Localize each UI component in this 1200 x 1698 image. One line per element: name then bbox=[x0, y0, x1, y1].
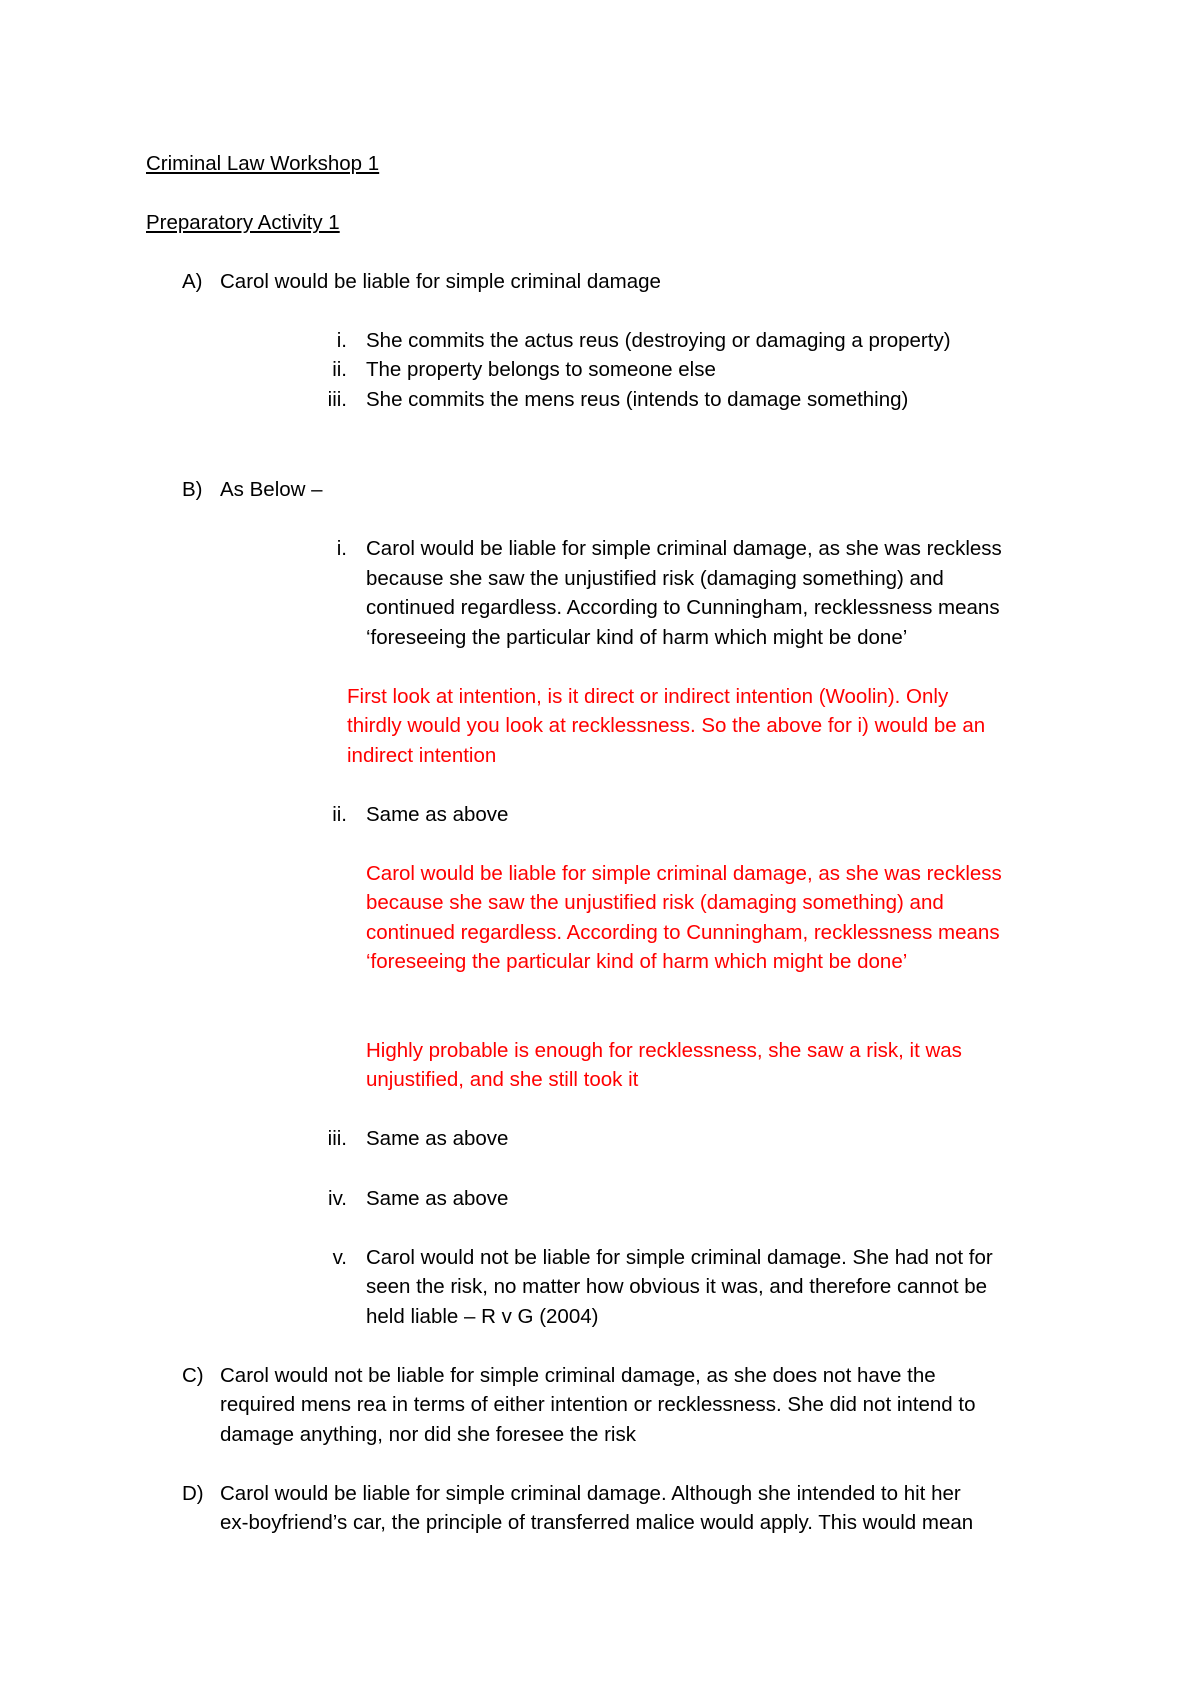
section-b-item-ii-note2: unjustified, and she still took it bbox=[366, 1068, 639, 1091]
section-b-item-iii-marker: iii. bbox=[327, 1127, 347, 1150]
section-c-marker: C) bbox=[182, 1364, 204, 1387]
section-a-item-marker: iii. bbox=[327, 388, 347, 411]
section-b-text: As Below – bbox=[220, 478, 323, 501]
section-a-text: Carol would be liable for simple criminal damage bbox=[220, 270, 661, 293]
section-c-line: damage anything, nor did she foresee the risk bbox=[220, 1423, 636, 1446]
section-b-item-i-line: because she saw the unjustified risk (damaging something) and bbox=[366, 567, 944, 590]
section-b-item-ii-note: ‘foreseeing the particular kind of harm which might be done’ bbox=[366, 950, 908, 973]
page-title: Criminal Law Workshop 1 bbox=[146, 152, 380, 175]
section-b-item-ii-note2: Highly probable is enough for recklessness, she saw a risk, it was bbox=[366, 1039, 962, 1062]
section-b-item-iii-text: Same as above bbox=[366, 1127, 509, 1150]
section-b-item-i-line: Carol would be liable for simple criminal damage, as she was reckless bbox=[366, 537, 1002, 560]
section-b-item-i-line: ‘foreseeing the particular kind of harm which might be done’ bbox=[366, 626, 908, 649]
section-c-line: required mens rea in terms of either intention or recklessness. She did not intend to bbox=[220, 1393, 976, 1416]
section-a-item-text: She commits the actus reus (destroying or damaging a property) bbox=[366, 329, 951, 352]
section-b-item-i-note: thirdly would you look at recklessness. So the above for i) would be an bbox=[347, 714, 986, 737]
section-b-item-i-line: continued regardless. According to Cunningham, recklessness means bbox=[366, 596, 1000, 619]
section-b-item-ii-text: Same as above bbox=[366, 803, 509, 826]
section-b-item-ii-note: Carol would be liable for simple criminal damage, as she was reckless bbox=[366, 862, 1002, 885]
section-a-item-marker: ii. bbox=[332, 358, 347, 381]
section-b-item-iv-marker: iv. bbox=[328, 1187, 347, 1210]
section-b-item-v-line: held liable – R v G (2004) bbox=[366, 1305, 599, 1328]
section-a-item-marker: i. bbox=[336, 329, 347, 352]
section-a-item-text: The property belongs to someone else bbox=[366, 358, 716, 381]
section-b-item-v-line: Carol would not be liable for simple criminal damage. She had not for bbox=[366, 1246, 993, 1269]
section-a-item-text: She commits the mens reus (intends to damage something) bbox=[366, 388, 909, 411]
section-d-line: Carol would be liable for simple criminal damage. Although she intended to hit her bbox=[220, 1482, 961, 1505]
section-b-item-ii-note: continued regardless. According to Cunningham, recklessness means bbox=[366, 921, 1000, 944]
section-b-item-i-note: indirect intention bbox=[347, 744, 497, 767]
page-subtitle: Preparatory Activity 1 bbox=[146, 211, 340, 234]
section-d-line: ex-boyfriend’s car, the principle of transferred malice would apply. This would mean bbox=[220, 1511, 974, 1534]
section-d-marker: D) bbox=[182, 1482, 204, 1505]
section-b-item-v-marker: v. bbox=[332, 1246, 347, 1269]
section-b-item-v-line: seen the risk, no matter how obvious it was, and therefore cannot be bbox=[366, 1275, 988, 1298]
section-b-marker: B) bbox=[182, 478, 203, 501]
section-b-item-i-note: First look at intention, is it direct or indirect intention (Woolin). Only bbox=[347, 685, 949, 708]
section-a-marker: A) bbox=[182, 270, 203, 293]
section-c-line: Carol would not be liable for simple criminal damage, as she does not have the bbox=[220, 1364, 936, 1387]
section-b-item-i-marker: i. bbox=[336, 537, 347, 560]
section-b-item-iv-text: Same as above bbox=[366, 1187, 509, 1210]
section-b-item-ii-note: because she saw the unjustified risk (damaging something) and bbox=[366, 891, 944, 914]
section-b-item-ii-marker: ii. bbox=[332, 803, 347, 826]
